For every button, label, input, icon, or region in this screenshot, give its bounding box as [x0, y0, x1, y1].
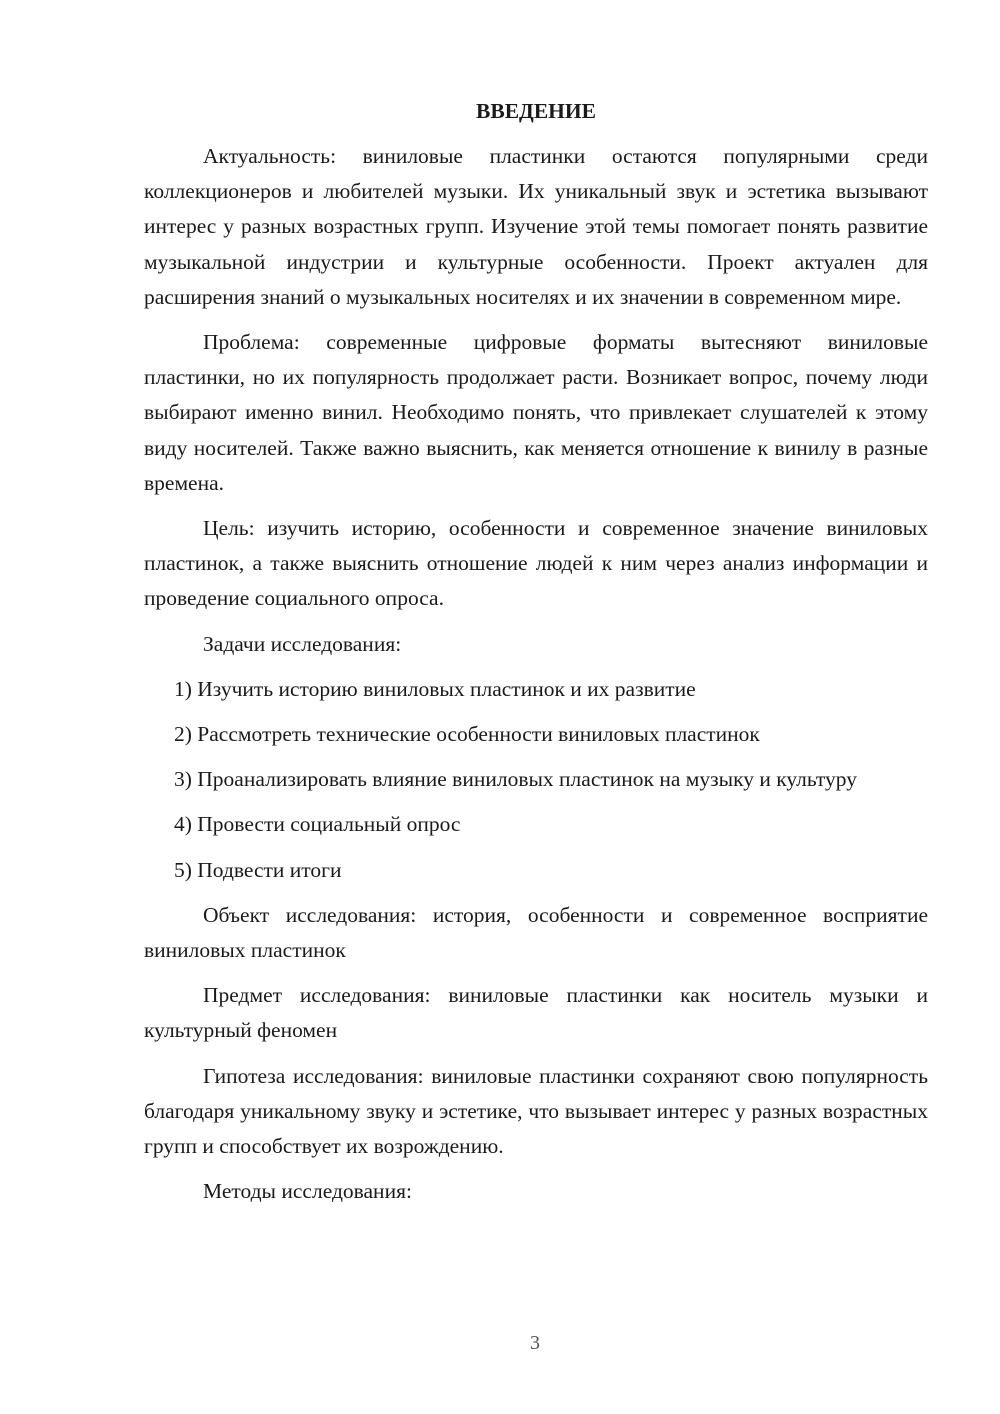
tasks-heading: Задачи исследования:	[203, 631, 402, 656]
paragraph-problem: Проблема: современные цифровые форматы вытесняют виниловые пластинки, но их популярность продолжает расти. Возникает вопрос, почему люди выбирают именно винил. Необходимо понять, что привлекает слушателей к этому виду носителей. Также важно выяснить, как меняется отношение к винилу в разные времена.	[144, 330, 928, 495]
page-content	[144, 94, 928, 1219]
paragraph-goal: Цель: изучить историю, особенности и современное значение виниловых пластинок, а также выяснить отношение людей к ним через анализ информации и проведение социального опроса.	[144, 516, 928, 611]
paragraph-object: Объект исследования: история, особенности и современное восприятие виниловых пластинок	[144, 902, 928, 963]
list-item: 5) Подвести итоги	[174, 857, 342, 882]
tasks-list	[144, 672, 928, 888]
methods-heading: Методы исследования:	[203, 1179, 412, 1204]
paragraph-hypothesis: Гипотеза исследования: виниловые пластинки сохраняют свою популярность благодаря уникальному звуку и эстетике, что вызывает интерес у разных возрастных групп и способствует их возрождению.	[144, 1063, 928, 1159]
list-item: 1) Изучить историю виниловых пластинок и их развитие	[174, 676, 696, 701]
paragraph-subject: Предмет исследования: виниловые пластинки как носитель музыки и культурный феномен	[144, 983, 928, 1043]
list-item: 3) Проанализировать влияние виниловых пластинок на музыку и культуру	[174, 767, 857, 792]
list-item: 4) Провести социальный опрос	[174, 812, 461, 837]
section-title: ВВЕДЕНИЕ	[476, 99, 596, 123]
paragraph-relevance: Актуальность: виниловые пластинки остаются популярными среди коллекционеров и любителей музыки. Их уникальный звук и эстетика вызывают интерес у разных возрастных групп. Изучение этой темы помогает понять развитие музыкальной индустрии и культурные особенности. Проект актуален для расширения знаний о музыкальных носителях и их значении в современном мире.	[144, 144, 928, 309]
page-number: 3	[530, 1332, 540, 1354]
list-item: 2) Рассмотреть технические особенности виниловых пластинок	[174, 722, 760, 747]
